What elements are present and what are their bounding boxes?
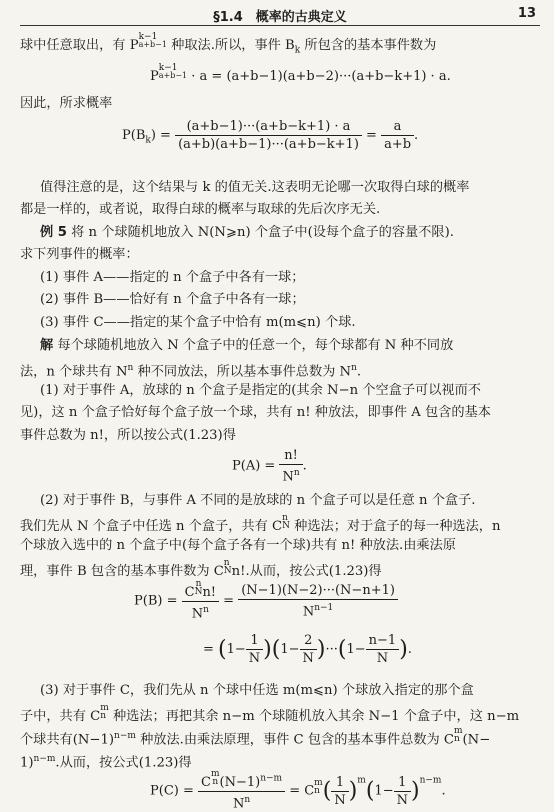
event-b-definition: (2) 事件 B——恰好有 n 个盒子中各有一球； — [40, 292, 305, 307]
fraction: $\frac{n!}{N^n}$ — [279, 447, 302, 485]
solution-line: 解 每个球随机地放入 N 个盒子中的任意一个，每个球都有 N 种不同放 — [40, 338, 454, 353]
paragraph-line: 1)$^{n-m}$.从而，按公式(1.23)得 — [20, 754, 192, 771]
paragraph-line: 个球共有$(N-1)^{n-m}$ 种放法.由乘法原理，事件 C 包含的基本事件总数为 C m n (N− — [20, 726, 491, 748]
event-c-definition: (3) 事件 C——指定的某个盒子中恰有 m(m⩽n) 个球. — [40, 315, 356, 330]
paragraph-line: 理，事件 B 包含的基本事件数为 C n N n!.从而，按公式(1.23)得 — [20, 558, 382, 579]
page-header — [20, 3, 540, 26]
example-label: 例 5 — [40, 225, 67, 240]
paragraph-line: 事件总数为 n!，所以按公式(1.23)得 — [20, 428, 236, 443]
fraction: $\frac{a}{a+b}$ — [381, 118, 414, 153]
paragraph-line: (1) 对于事件 A，放球的 n 个盒子是指定的(其余 N−n 个空盒子可以视而不 — [40, 383, 481, 398]
event-a-definition: (1) 事件 A——指定的 n 个盒子中各有一球； — [40, 270, 305, 285]
paragraph-line: (3) 对于事件 C，我们先从 n 个球中任选 m(m⩽n) 个球放入指定的那个盒 — [40, 683, 474, 698]
paragraph-line: 个球放入选中的 n 个盒子中(每个盒子各有一个球)共有 n! 种放法.由乘法原 — [20, 538, 456, 553]
formula-p-bk: $P(B_k)$ = $\frac{(a+b-1)\cdot\cdot\cdot(a+b-k+1) \cdot a}{(a+b)(a+b-1)\cdot\cdot\cdot(a+b-k+1)}$ = $\frac{a}{a+b}$ . — [122, 119, 419, 152]
paragraph-line: (2) 对于事件 B，与事件 A 不同的是放球的 n 个盒子可以是任意 n 个盒子. — [40, 493, 476, 508]
text-line: 求下列事件的概率： — [20, 247, 139, 262]
fraction: $\frac{2}{N}$ — [300, 632, 317, 667]
paragraph-line: 值得注意的是，这个结果与 k 的值无关.这表明无论哪一次取得白球的概率 — [40, 180, 470, 195]
text-line: 因此，所求概率 — [20, 96, 113, 111]
example-5-line: 例 5 将 n 个球随机地放入 N(N⩾n) 个盒子中(设每个盒子的容量不限). — [40, 225, 454, 240]
fraction: C n N n! $N^n$ — [182, 580, 219, 622]
formula-p-b-product: = (1− $\frac{1}{N}$ )(1− $\frac{2}{N}$ )···(1− $\frac{n-1}{N}$ ). — [203, 633, 412, 666]
paragraph-line: 我们先从 N 个盒子中任选 n 个盒子，共有 C n N 种选法；对于盒子的每一种选法，n — [20, 513, 501, 534]
solution-label: 解 — [40, 338, 54, 353]
fraction: $\frac{1}{N}$ — [331, 774, 348, 809]
section-title: §1.4 概率的古典定义 — [213, 10, 347, 25]
formula-p-a: P(A) = $\frac{n!}{N^n}$ . — [232, 448, 307, 485]
fraction: $\frac{n-1}{N}$ — [366, 632, 400, 667]
text-line: 球中任意取出，有 P k−1 a+b−1 种取法.所以，事件 $B_k$ 所包含的基本事件数为 — [20, 32, 437, 56]
formula-p-c: P(C) = C m n $(N-1)^{n-m}$ $N^n$ = C m n ( $\frac{1}{N}$ )$^m$(1− $\frac{1}{N}$ )$^{n-m}$. — [150, 769, 446, 812]
fraction: C m n $(N-1)^{n-m}$ $N^n$ — [198, 770, 285, 812]
fraction: $\frac{(N-1)(N-2)\cdot\cdot\cdot(N-n+1)}{N^{n-1}}$ — [238, 582, 398, 620]
paragraph-line: 都是一样的，或者说，取得白球的概率与取球的先后次序无关. — [20, 202, 381, 217]
fraction: $\frac{1}{N}$ — [394, 774, 411, 809]
formula-p-b: P(B) = C n N n! $N^n$ = $\frac{(N-1)(N-2)\cdot\cdot\cdot(N-n+1)}{N^{n-1}}$ — [134, 580, 398, 622]
page-number: 13 — [517, 6, 536, 21]
fraction: $\frac{(a+b-1)\cdot\cdot\cdot(a+b-k+1) \cdot a}{(a+b)(a+b-1)\cdot\cdot\cdot(a+b-k+1)}$ — [175, 118, 362, 153]
fraction: $\frac{1}{N}$ — [246, 632, 263, 667]
paragraph-line: 子中，共有 C m n 种选法；再把其余 n−m 个球随机放入其余 N−1 个盒子中，这 n−m — [20, 703, 520, 724]
formula-count-b: P k−1 a+b−1 · a = (a+b−1)(a+b−2)···(a+b−k+1) · a. — [150, 63, 451, 84]
text-line: 法，n 个球共有 $N^n$ 种不同放法，所以基本事件总数为 $N^n$. — [20, 363, 362, 380]
paragraph-line: 见)，这 n 个盒子恰好每个盒子放一个球，共有 n! 种放法，即事件 A 包含的基本 — [20, 405, 491, 420]
